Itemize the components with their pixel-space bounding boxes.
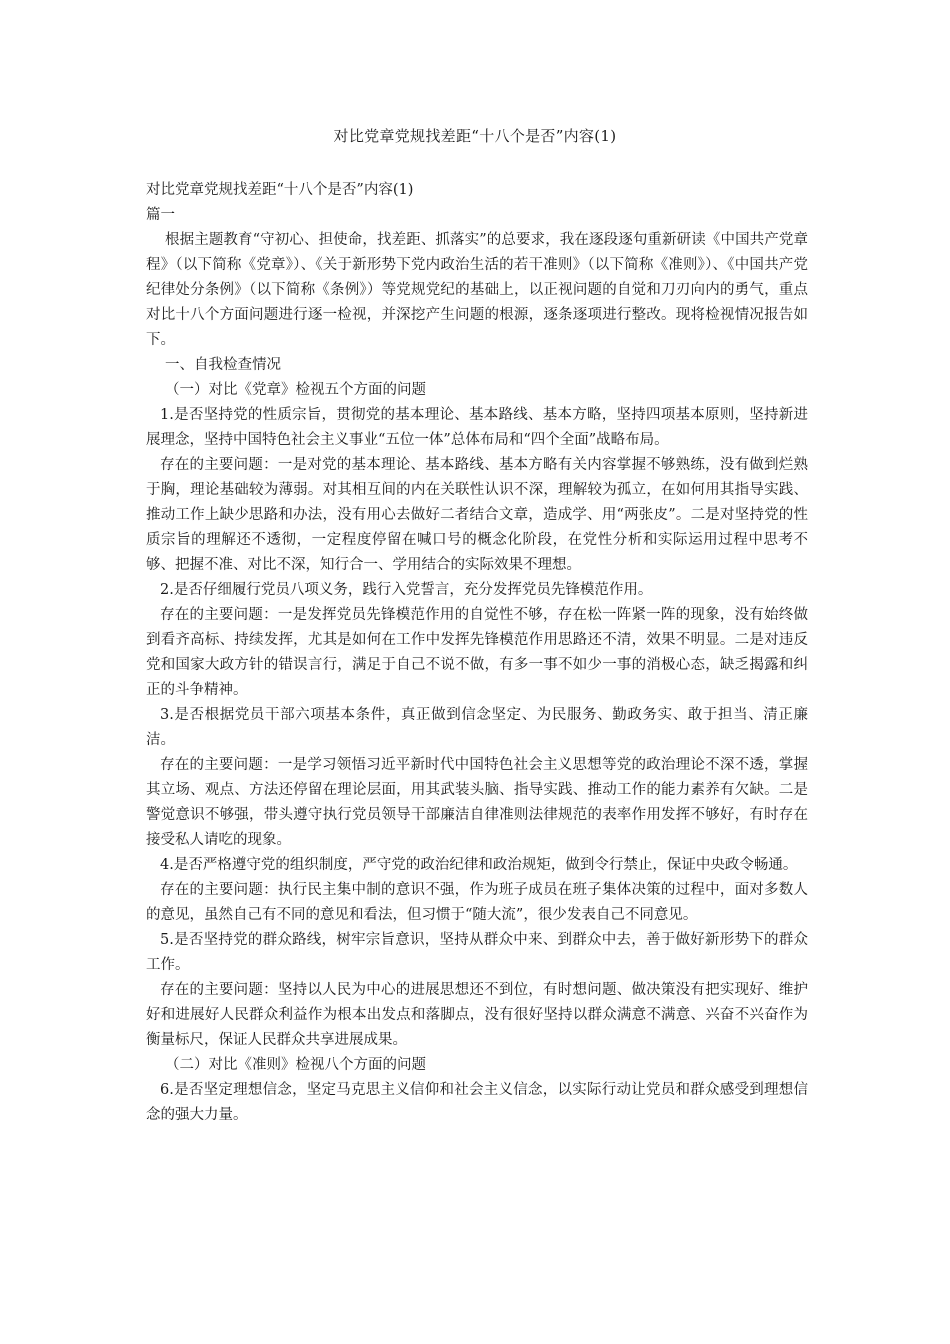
item-problem: 存在的主要问题：一是对党的基本理论、基本路线、基本方略有关内容掌握不够熟练，没有做到烂熟于胸，理论基础较为薄弱。对其相互间的内在关联性认识不深，理解较为孤立，在如何用其指导实践、推动工作上缺少思路和办法，没有用心去做好二者结合文章，造成学、用“两张皮”。二是对坚持党的性质宗旨的理解还不透彻，一定程度停留在喊口号的概念化阶段，在党性分析和实际运用过程中思考不够、把握不准、对比不深，知行合一、学用结合的实际效果不理想。 bbox=[146, 457, 808, 573]
document-title: 对比党章党规找差距“十八个是否”内容(1) bbox=[333, 127, 617, 145]
item-problem: 存在的主要问题：执行民主集中制的意识不强，作为班子成员在班子集体决策的过程中，面对多数人的意见，虽然自己有不同的意见和看法，但习惯于“随大流”，很少发表自己不同意见。 bbox=[146, 882, 808, 923]
document-subtitle: 对比党章党规找差距“十八个是否”内容(1) bbox=[146, 182, 414, 198]
item-problem: 存在的主要问题：一是学习领悟习近平新时代中国特色社会主义思想等党的政治理论不深不透，掌握其立场、观点、方法还停留在理论层面，用其武装头脑、指导实践、推动工作的能力素养有欠缺。二是警觉意识不够强，带头遵守执行党员领导干部廉洁自律准则法律规范的表率作用发挥不够好，有时存在接受私人请吃的现象。 bbox=[146, 757, 808, 848]
item-question: 6.是否坚定理想信念，坚定马克思主义信仰和社会主义信念，以实际行动让党员和群众感受到理想信念的强大力量。 bbox=[146, 1082, 808, 1123]
item-problem: 存在的主要问题：一是发挥党员先锋模范作用的自觉性不够，存在松一阵紧一阵的现象，没有始终做到看齐高标、持续发挥，尤其是如何在工作中发挥先锋模范作用思路还不清，效果不明显。二是对违反党和国家大政方针的错误言行，满足于自己不说不做，有多一事不如少一事的消极心态，缺乏揭露和纠正的斗争精神。 bbox=[146, 607, 808, 698]
item-question: 3.是否根据党员干部六项基本条件，真正做到信念坚定、为民服务、勤政务实、敢于担当、清正廉洁。 bbox=[146, 707, 808, 748]
item-question: 1.是否坚持党的性质宗旨，贯彻党的基本理论、基本路线、基本方略，坚持四项基本原则，坚持新进展理念，坚持中国特色社会主义事业“五位一体”总体布局和“四个全面”战略布局。 bbox=[146, 407, 808, 448]
subsection-heading: （二）对比《准则》检视八个方面的问题 bbox=[165, 1057, 426, 1073]
section-heading: 一、自我检查情况 bbox=[165, 357, 281, 373]
part-heading: 篇一 bbox=[146, 207, 175, 223]
subsection-heading: （一）对比《党章》检视五个方面的问题 bbox=[165, 382, 426, 398]
document-body bbox=[146, 178, 808, 1128]
item-question: 5.是否坚持党的群众路线，树牢宗旨意识，坚持从群众中来、到群众中去，善于做好新形势下的群众工作。 bbox=[146, 932, 808, 973]
item-question: 2.是否仔细履行党员八项义务，践行入党誓言，充分发挥党员先锋模范作用。 bbox=[160, 582, 653, 598]
item-question: 4.是否严格遵守党的组织制度，严守党的政治纪律和政治规矩，做到令行禁止，保证中央政令畅通。 bbox=[160, 857, 798, 873]
item-problem: 存在的主要问题：坚持以人民为中心的进展思想还不到位，有时想问题、做决策没有把实现好、维护好和进展好人民群众利益作为根本出发点和落脚点，没有很好坚持以群众满意不满意、兴奋不兴奋作为衡量标尺，保证人民群众共享进展成果。 bbox=[146, 982, 808, 1048]
intro-paragraph: 根据主题教育“守初心、担使命，找差距、抓落实”的总要求，我在逐段逐句重新研读《中国共产党章程》（以下简称《党章》）、《关于新形势下党内政治生活的若干准则》（以下简称《准则》）、《中国共产党纪律处分条例》（以下简称《条例》）等党规党纪的基础上，以正视问题的自觉和刀刃向内的勇气，重点对比十八个方面问题进行逐一检视，并深挖产生问题的根源，逐条逐项进行整改。现将检视情况报告如下。 bbox=[146, 232, 808, 348]
